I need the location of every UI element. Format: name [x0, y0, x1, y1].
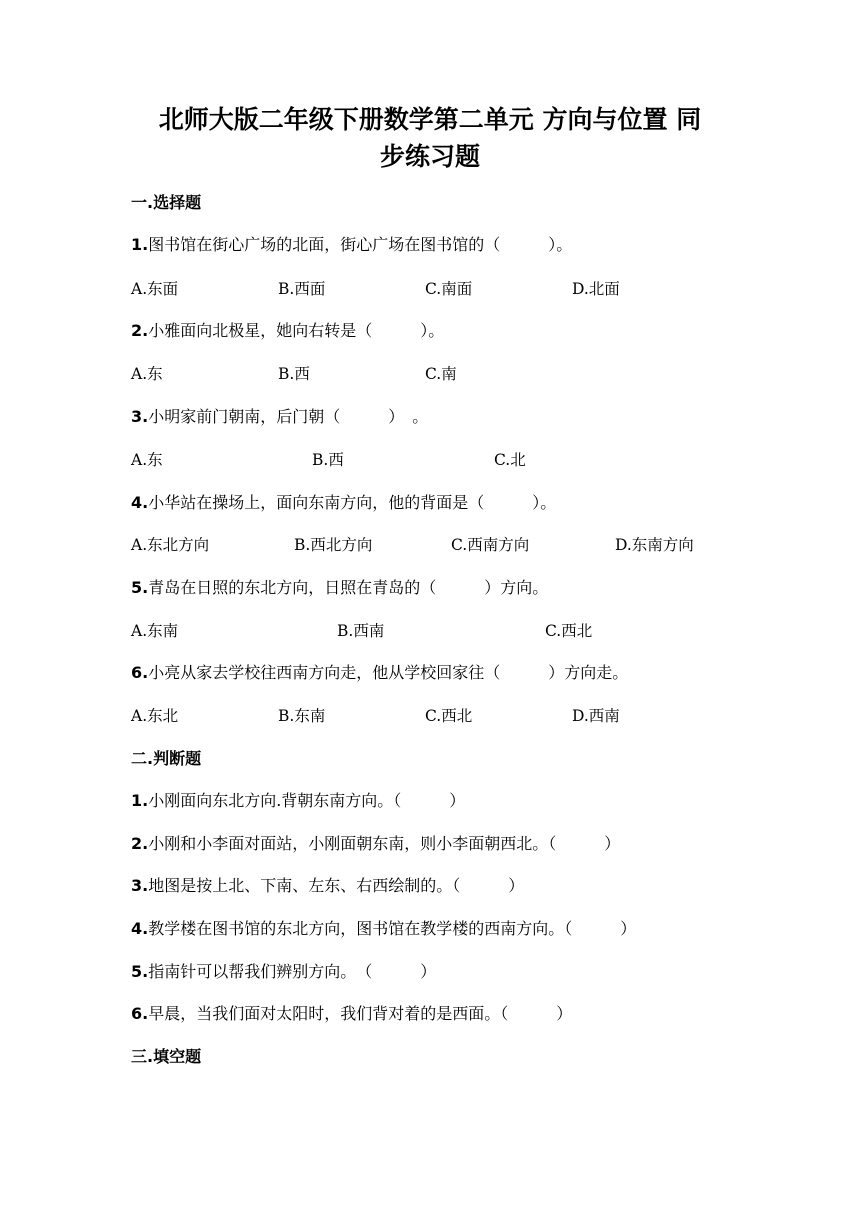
option-c: C.西北: [425, 707, 473, 725]
option-a: A.东北方向: [131, 536, 210, 554]
question-text: 小华站在操场上，面向东南方向，他的背面是（ ）。: [148, 493, 557, 512]
section-heading-fill: 三.填空题: [131, 1047, 202, 1066]
title-line-2: 步练习题: [379, 142, 480, 171]
choice-question-6: [131, 663, 628, 683]
question-number: 5.: [131, 962, 149, 981]
question-text: 教学楼在图书馆的东北方向，图书馆在教学楼的西南方向。（ ）: [148, 919, 637, 938]
question-text: 指南针可以帮我们辨别方向。 （ ）: [148, 962, 437, 981]
question-number: 2.: [131, 321, 149, 340]
choice-question-5: [131, 578, 548, 598]
option-a: A.东北: [131, 707, 179, 725]
option-b: B.西北方向: [294, 536, 373, 554]
question-text: 小明家前门朝南，后门朝（ ） 。: [148, 407, 429, 426]
question-number: 4.: [131, 493, 149, 512]
question-number: 1.: [131, 235, 149, 254]
option-b: B.西面: [278, 280, 326, 298]
question-number: 3.: [131, 407, 149, 426]
question-text: 图书馆在街心广场的北面，街心广场在图书馆的（ ）。: [148, 235, 573, 254]
choice-question-1: [131, 235, 572, 255]
question-text: 小雅面向北极星，她向右转是（ ）。: [148, 321, 445, 340]
question-text: 小刚和小李面对面站，小刚面朝东南，则小李面朝西北。（ ）: [148, 834, 621, 853]
option-c: C.南: [425, 365, 457, 383]
option-a: A.东南: [131, 622, 179, 640]
choice-question-4: [131, 493, 556, 513]
judge-question-4: [131, 919, 636, 939]
judge-question-6: [131, 1004, 572, 1024]
option-b: B.东南: [278, 707, 326, 725]
question-number: 6.: [131, 663, 149, 682]
option-d: D.东南方向: [615, 536, 694, 554]
choice-question-3: [131, 407, 428, 427]
question-text: 早晨，当我们面对太阳时，我们背对着的是西面。（ ）: [148, 1004, 573, 1023]
option-a: A.东: [131, 365, 163, 383]
option-c: C.西北: [545, 622, 593, 640]
option-b: B.西: [312, 451, 344, 469]
question-number: 6.: [131, 1004, 149, 1023]
question-number: 5.: [131, 578, 149, 597]
option-b: B.西南: [337, 622, 385, 640]
choice-question-2: [131, 321, 444, 341]
question-text: 青岛在日照的东北方向，日照在青岛的（ ）方向。: [148, 578, 549, 597]
option-a: A.东面: [131, 280, 179, 298]
question-text: 小亮从家去学校往西南方向走，他从学校回家往（ ）方向走。: [148, 663, 629, 682]
judge-question-2: [131, 834, 620, 854]
option-d: D.北面: [572, 280, 620, 298]
option-c: C.西南方向: [451, 536, 530, 554]
judge-question-1: [131, 791, 465, 811]
question-number: 3.: [131, 876, 149, 895]
title-line-1: 北师大版二年级下册数学第二单元 方向与位置 同: [158, 105, 702, 134]
question-number: 2.: [131, 834, 149, 853]
option-c: C.北: [494, 451, 526, 469]
question-text: 地图是按上北、下南、左东、右西绘制的。（ ）: [148, 876, 525, 895]
judge-question-3: [131, 876, 524, 896]
option-b: B.西: [278, 365, 310, 383]
section-heading-choice: 一.选择题: [131, 193, 202, 212]
judge-question-5: [131, 962, 436, 982]
question-number: 4.: [131, 919, 149, 938]
question-text: 小刚面向东北方向.背朝东南方向。（ ）: [148, 791, 466, 810]
section-heading-judge: 二.判断题: [131, 749, 202, 768]
option-a: A.东: [131, 451, 163, 469]
question-number: 1.: [131, 791, 149, 810]
option-d: D.西南: [572, 707, 620, 725]
page-title: [110, 101, 750, 175]
option-c: C.南面: [425, 280, 473, 298]
